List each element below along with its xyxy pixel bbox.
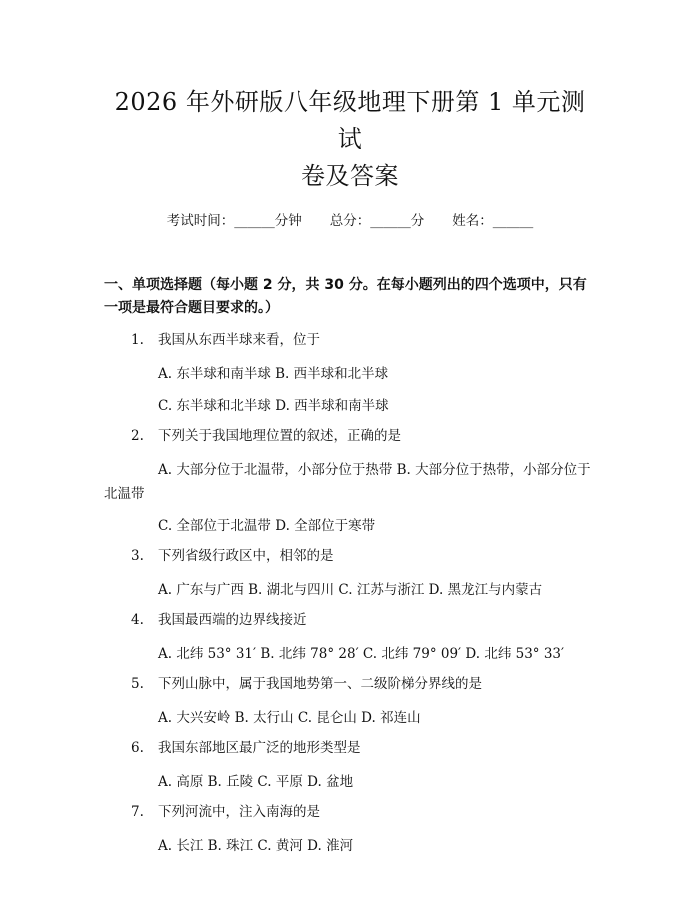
question-number: 1. [131,332,144,348]
question-options: A. 广东与广西 B. 湖北与四川 C. 江苏与浙江 D. 黑龙江与内蒙古 [158,582,543,598]
question-options: A. 东半球和南半球 B. 西半球和北半球 [158,366,389,382]
section-heading: 一、单项选择题（每小题 2 分，共 30 分。在每小题列出的四个选项中，只有一项是最符合题目要求的。） [104,277,587,316]
question-stem [104,610,596,630]
question-number: 2. [131,428,144,444]
question-item [104,738,596,794]
question-options: A. 大部分位于北温带，小部分位于热带 B. 大部分位于热带，小部分位于北温带 [104,462,591,502]
title-line-1: 2026 年外研版八年级地理下册第 1 单元测试 [114,88,586,153]
exam-time-label: 考试时间：______分钟 [166,213,302,229]
question-stem [104,674,596,694]
question-stem [104,426,596,446]
question-number: 7. [131,804,144,820]
question-options: C. 东半球和北半球 D. 西半球和南半球 [158,398,389,414]
question-text: 我国最西端的边界线接近 [158,612,307,628]
question-options: A. 北纬 53° 31′ B. 北纬 78° 28′ C. 北纬 79° 09′ D. 北纬 53° 33′ [158,646,565,662]
question-options: A. 高原 B. 丘陵 C. 平原 D. 盆地 [158,774,354,790]
question-stem [104,802,596,822]
question-stem [104,330,596,350]
question-number: 3. [131,548,144,564]
title-line-2: 卷及答案 [301,162,399,190]
question-number: 4. [131,612,144,628]
question-options: A. 长江 B. 珠江 C. 黄河 D. 淮河 [158,838,354,854]
question-text: 我国从东西半球来看，位于 [158,332,320,348]
question-stem [104,546,596,566]
question-text: 我国东部地区最广泛的地形类型是 [158,740,361,756]
name-label: 姓名：______ [452,213,534,229]
question-text: 下列山脉中，属于我国地势第一、二级阶梯分界线的是 [158,676,482,692]
question-item [104,802,596,858]
question-number: 5. [131,676,144,692]
question-item [104,330,596,418]
question-text: 下列省级行政区中，相邻的是 [158,548,334,564]
question-item [104,674,596,730]
question-list [104,330,596,858]
exam-meta [104,211,596,231]
total-score-label: 总分：______分 [329,213,425,229]
question-text: 下列河流中，注入南海的是 [158,804,320,820]
question-stem [104,738,596,758]
question-item [104,610,596,666]
page-title [104,0,596,195]
question-number: 6. [131,740,144,756]
question-options: C. 全部位于北温带 D. 全部位于寒带 [158,518,376,534]
question-item [104,546,596,602]
question-options: A. 大兴安岭 B. 太行山 C. 昆仑山 D. 祁连山 [158,710,421,726]
question-text: 下列关于我国地理位置的叙述，正确的是 [158,428,401,444]
question-item [104,426,596,538]
